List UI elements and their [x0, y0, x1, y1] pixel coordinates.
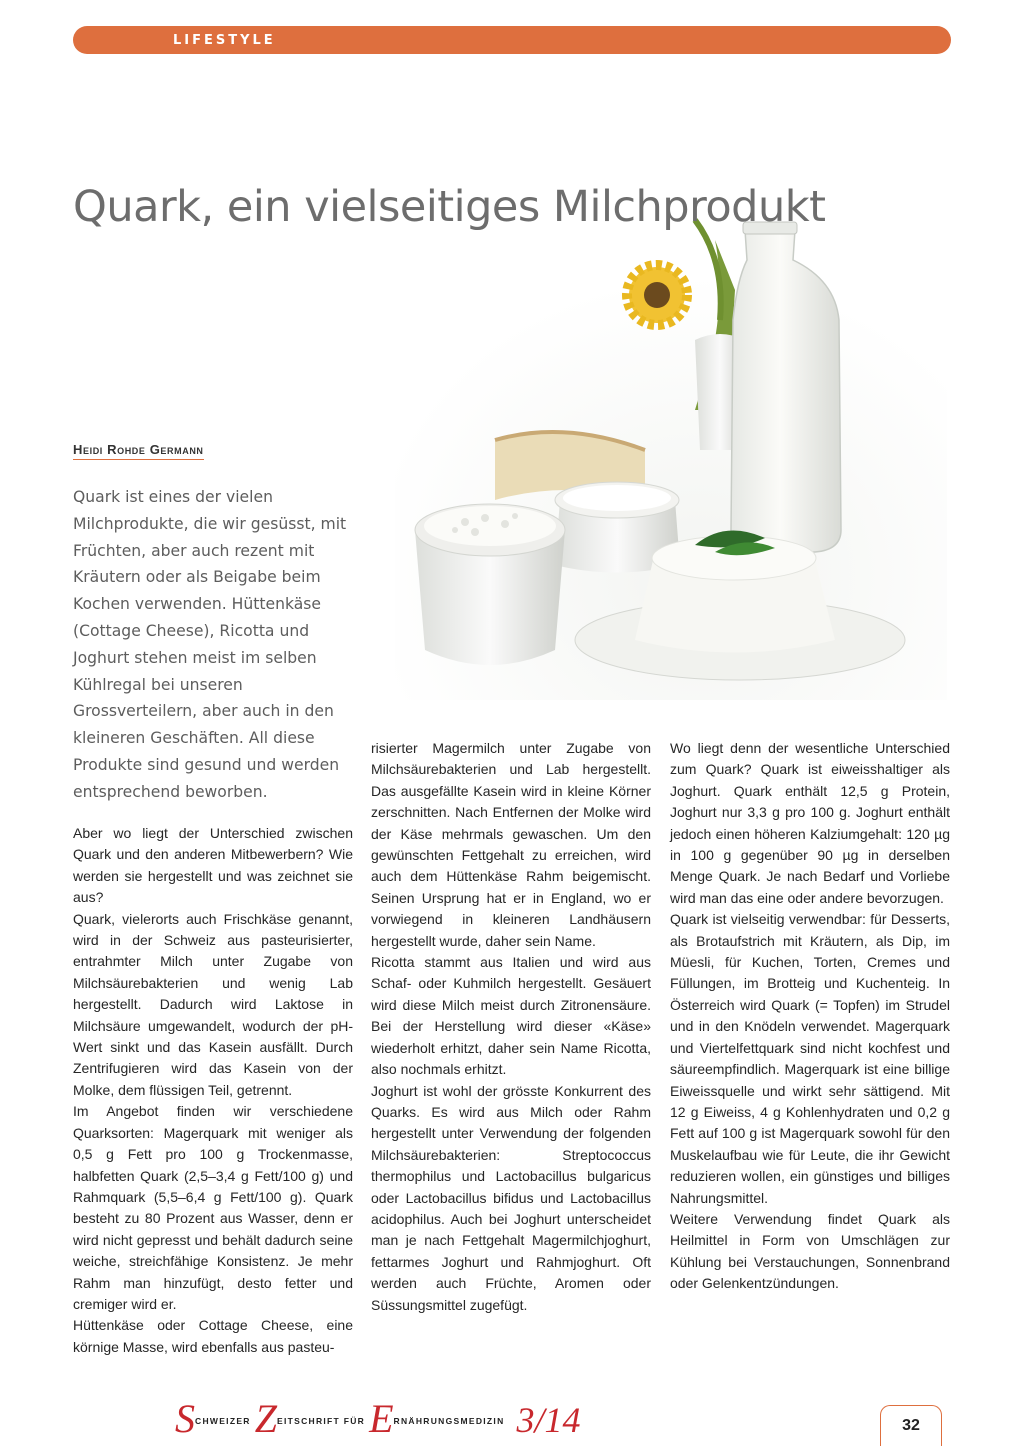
article-column-3	[670, 738, 950, 1295]
issue-number: 3/14	[516, 1400, 581, 1440]
dairy-products-photo	[395, 200, 947, 700]
body-paragraph: Wo liegt denn der wesentliche Unterschied zum Quark? Quark ist eiweisshaltiger als Joghurt. Quark enthält 12,5 g Protein, Joghurt nur 3,3 g pro 100 g. Joghurt enthält jedoch einen höheren Kalziumgehalt: 120 µg in 100 g gegenüber 90 µg in derselben Menge Quark. Je nach Bedarf und Vorliebe wird man das eine oder andere bevorzugen.	[670, 740, 950, 906]
logo-letter-e: E	[369, 1396, 394, 1441]
logo-word-2: EITSCHRIFT FÜR	[276, 1416, 366, 1426]
body-paragraph: Quark, vielerorts auch Frischkäse genannt, wird in der Schweiz aus pasteurisierter, entrahmter Milch unter Zugabe von Milchsäurebakterien und wenig Lab hergestellt. Dadurch wird Laktose in Milchsäure umgewandelt, wodurch der pH-Wert sinkt und das Kasein ausfällt. Durch Zentrifugieren wird das Kasein von der Molke, dem flüssigen Teil, getrennt.	[73, 910, 353, 1098]
body-paragraph: Weitere Verwendung findet Quark als Heilmittel in Form von Umschlägen zur Kühlung bei Verstauchungen, Sonnenbrand oder Gelenkentzündungen.	[670, 1210, 950, 1292]
body-paragraph: Joghurt ist wohl der grösste Konkurrent des Quarks. Es wird aus Milch oder Rahm hergestellt unter Verwendung der folgenden Milchsäurebakterien: Streptococcus thermophilus und Lactobacillus bulgaricus oder Lactobacillus bifidus und Lactobacillus acidophilus. Auch bei Joghurt unterscheidet man je nach Fettgehalt Magermilchjoghurt, fettarmes Joghurt und Rahmjoghurt. Oft werden auch Früchte, Aromen oder Süssungsmittel zugefügt.	[371, 1082, 651, 1313]
article-column-2	[371, 738, 651, 1316]
body-paragraph: Quark ist vielseitig verwendbar: für Desserts, als Brotaufstrich mit Kräutern, als Dip, im Müesli, für Kuchen, Torten, Cremes und Füllungen, im Brotteig und Kuchenteig. In Österreich wird Quark (= Topfen) im Strudel und in den Knödeln verwendet. Magerquark und Viertelfettquark sind nicht kochfest und säureempfindlich. Magerquark ist eine billige Eiweissquelle und wirkt sehr sättigend. Mit 12 g Eiweiss, 4 g Kohlenhydraten und 0,2 g Fett auf 100 g ist Magerquark sowohl für den Muskelaufbau wie für Leute, die ihr Gewicht reduzieren wollen, ein günstiges und billiges Nahrungsmittel.	[670, 911, 950, 1206]
body-paragraph: risierter Magermilch unter Zugabe von Milchsäurebakterien und Lab hergestellt. Das ausgefällte Kasein wird in kleine Körner zerschnitten. Nach Entfernen der Molke wird der Käse mehrmals gewaschen. Um den gewünschten Fettgehalt zu erreichen, wird auch dem Hüttenkäse Rahm beigemischt. Seinen Ursprung hat er in England, wo er vorwiegend in kleineren Landhäusern hergestellt wurde, daher sein Name.	[371, 740, 651, 949]
lead-paragraph: Quark ist eines der vielen Milchprodukte, die wir gesüsst, mit Früchten, aber auch rezent mit Kräutern oder als Beigabe beim Kochen verwenden. Hüttenkäse (Cottage Cheese), Ricotta und Joghurt stehen meist im selben Kühlregal bei unseren Grossverteilern, aber auch in den kleineren Geschäften. All diese Produkte sind gesund und werden entsprechend beworben.	[73, 488, 347, 801]
logo-word-1: CHWEIZER	[195, 1416, 251, 1426]
logo-letter-s: S	[175, 1396, 195, 1441]
journal-logo	[175, 1395, 581, 1442]
logo-letter-z: Z	[254, 1396, 277, 1441]
page-number: 32	[880, 1405, 942, 1446]
section-label: LIFESTYLE	[173, 33, 276, 48]
article-column-1	[73, 823, 353, 1358]
body-paragraph: Ricotta stammt aus Italien und wird aus Schaf- oder Kuhmilch hergestellt. Gesäuert wird diese Milch meist durch Zitronensäure. Bei der Herstellung wird dieser «Käse» wiederholt erhitzt, daher sein Name Ricotta, also nochmals erhitzt.	[371, 954, 651, 1078]
logo-word-3: RNÄHRUNGSMEDIZIN	[393, 1416, 505, 1426]
body-paragraph: Im Angebot finden wir verschiedene Quarksorten: Magerquark mit weniger als 0,5 g Fett pro 100 g Trockenmasse, halbfetten Quark (2,5–3,4 g Fett/100 g) und Rahmquark (5,5–6,4 g Fett/100 g). Quark besteht zu 80 Prozent aus Wasser, denn er wird nicht gepresst und behält dadurch seine weiche, streichfähige Konsistenz. Je mehr Rahm man hinzufügt, desto fetter und cremiger wird er.	[73, 1103, 353, 1312]
body-paragraph: Hüttenkäse oder Cottage Cheese, eine körnige Masse, wird ebenfalls aus pasteu-	[73, 1317, 353, 1355]
article-title: Quark, ein vielseitiges Milchprodukt	[73, 182, 826, 232]
author-byline: Heidi Rohde Germann	[73, 442, 204, 460]
section-banner	[73, 26, 951, 54]
body-paragraph: Aber wo liegt der Unterschied zwischen Quark und den anderen Mitbewerbern? Wie werden sie hergestellt und was zeichnet sie aus?	[73, 825, 353, 906]
